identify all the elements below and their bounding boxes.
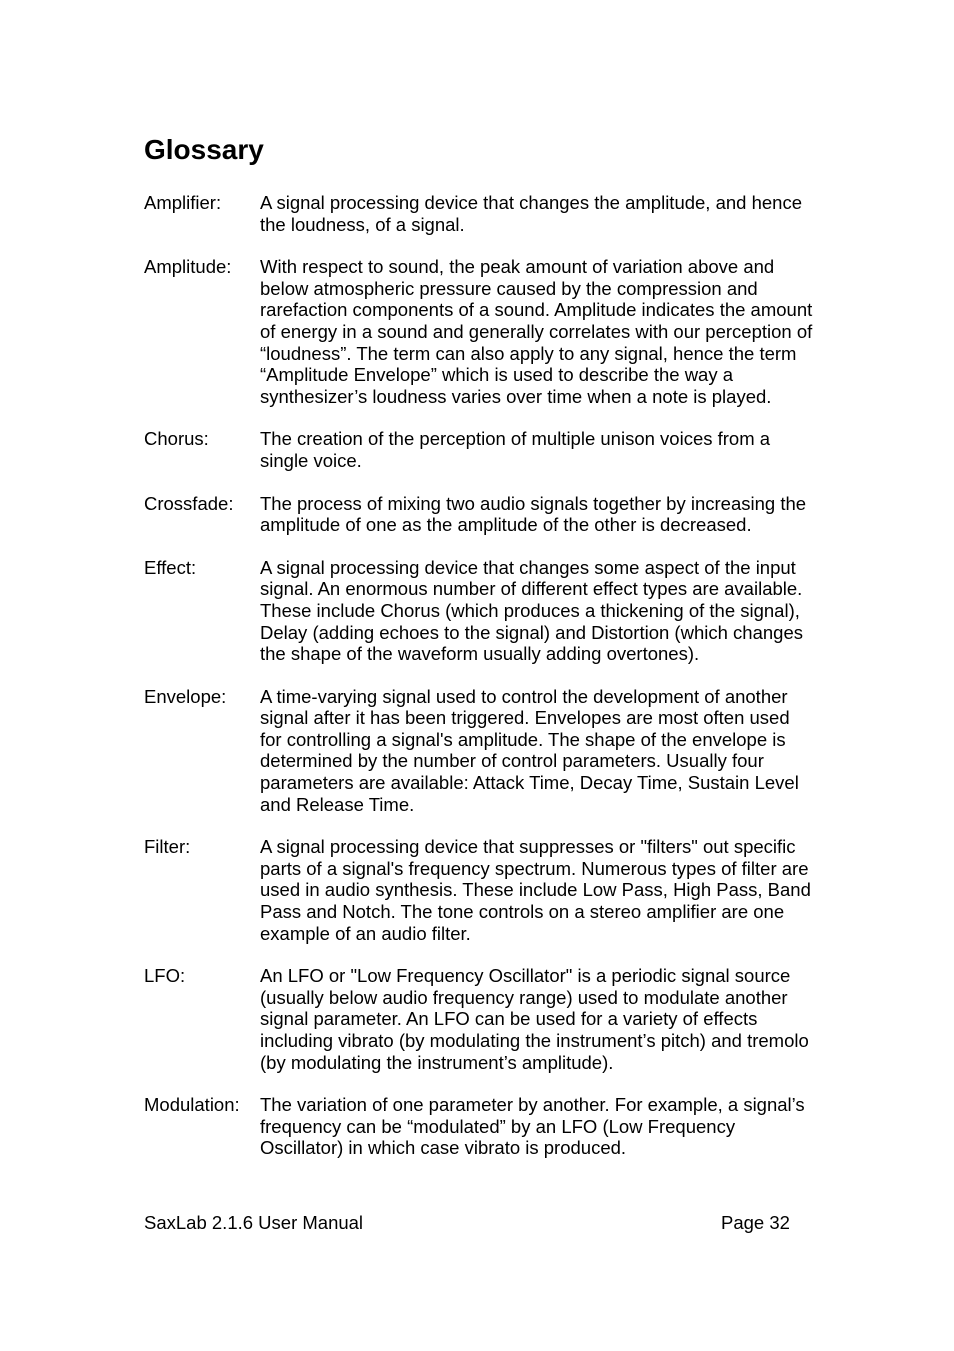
- footer-page-number: Page 32: [721, 1212, 790, 1233]
- glossary-definition: A signal processing device that changes some aspect of the input signal. An enormous number of different effect types are available. These include Chorus (which produces a thickening of the signal), Delay (adding echoes to the signal) and Distortion (which changes the shape of the waveform usually adding overtones).: [260, 556, 803, 665]
- glossary-entry-amplifier: [144, 192, 816, 235]
- glossary-entry-filter: [144, 836, 816, 944]
- glossary-term: Filter:: [144, 836, 191, 858]
- glossary-entry-effect: [144, 557, 816, 665]
- glossary-term: Amplifier:: [144, 192, 222, 213]
- glossary-entry-amplitude: [144, 256, 816, 407]
- glossary-term: Modulation:: [144, 1094, 240, 1116]
- glossary-term: Effect:: [144, 556, 197, 578]
- glossary-list: [144, 192, 816, 1180]
- glossary-definition: With respect to sound, the peak amount of variation above and below atmospheric pressure caused by the compression and rarefaction components of a sound. Amplitude indicates the amount of energy in a sound and generally correlates with our perception of “loudness”. The term can also apply to any signal, hence the term “Amplitude Envelope” which is used to describe the way a synthesizer’s loudness varies over time when a note is played.: [260, 256, 813, 407]
- glossary-entry-crossfade: [144, 493, 816, 536]
- glossary-definition: The variation of one parameter by another. For example, a signal’s frequency can be “modulated” by an LFO (Low Frequency Oscillator) in which case vibrato is produced.: [260, 1094, 805, 1159]
- glossary-term: Amplitude:: [144, 256, 232, 278]
- glossary-definition: A signal processing device that changes the amplitude, and hence the loudness, of a signal.: [260, 192, 803, 235]
- glossary-definition: The creation of the perception of multiple unison voices from a single voice.: [260, 428, 771, 471]
- page-title: Glossary: [144, 134, 264, 165]
- glossary-entry-envelope: [144, 686, 816, 816]
- footer-manual-name: SaxLab 2.1.6 User Manual: [144, 1212, 364, 1233]
- glossary-entry-chorus: [144, 428, 816, 471]
- glossary-definition: A time-varying signal used to control the development of another signal after it has been triggered. Envelopes are most often used for controlling a signal's amplitude. The shape of the envelope is determined by the number of control parameters. Usually four parameters are available: Attack Time, Decay Time, Sustain Level and Release Time.: [260, 685, 799, 815]
- glossary-definition: A signal processing device that suppresses or "filters" out specific parts of a signal's frequency spectrum. Numerous types of filter are used in audio synthesis. These include Low Pass, High Pass, Band Pass and Notch. The tone controls on a stereo amplifier are one example of an audio filter.: [260, 836, 811, 944]
- glossary-definition: An LFO or "Low Frequency Oscillator" is a periodic signal source (usually below audio frequency range) used to modulate another signal parameter. An LFO can be used for a variety of effects including vibrato (by modulating the instrument’s pitch) and tremolo (by modulating the instrument’s amplitude).: [260, 965, 809, 1073]
- glossary-term: Crossfade:: [144, 492, 234, 514]
- glossary-entry-modulation: [144, 1094, 816, 1159]
- glossary-term: Chorus:: [144, 428, 209, 450]
- glossary-definition: The process of mixing two audio signals together by increasing the amplitude of one as the amplitude of the other is decreased.: [260, 492, 807, 536]
- glossary-entry-lfo: [144, 965, 816, 1073]
- glossary-term: Envelope:: [144, 685, 227, 707]
- glossary-term: LFO:: [144, 965, 186, 987]
